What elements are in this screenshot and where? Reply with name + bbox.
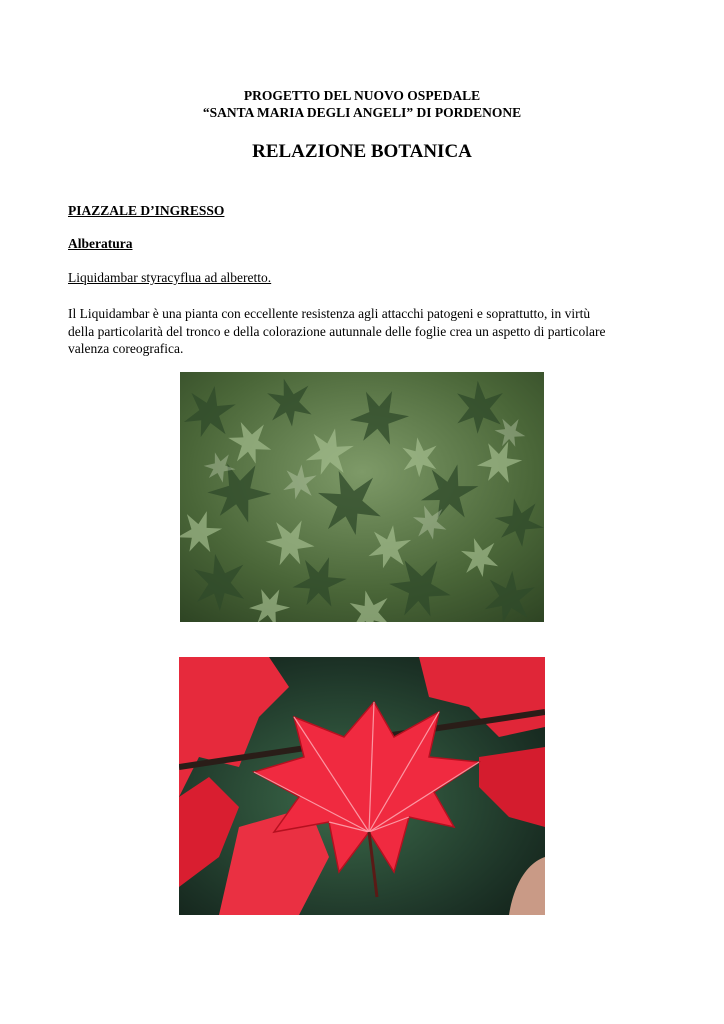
paragraph-line: Il Liquidambar è una pianta con eccellente resistenza agli attacchi patogeni e soprattutto, in virtù <box>68 306 591 321</box>
section-heading: PIAZZALE D’INGRESSO <box>68 203 225 218</box>
description-paragraph <box>68 305 668 358</box>
red-autumn-leaf-photo <box>179 657 545 915</box>
project-header-line-1: PROGETTO DEL NUOVO OSPEDALE <box>243 88 481 103</box>
paragraph-line: valenza coreografica. <box>68 341 184 356</box>
species-name: Liquidambar styracyflua ad alberetto. <box>68 270 272 285</box>
project-header-line-2: “SANTA MARIA DEGLI ANGELI” DI PORDENONE <box>202 105 522 120</box>
subsection-heading: Alberatura <box>68 236 133 251</box>
green-leaves-photo <box>180 372 544 622</box>
document-title: RELAZIONE BOTANICA <box>252 141 472 162</box>
paragraph-line: della particolarità del tronco e della colorazione autunnale delle foglie crea un aspetto di particolare <box>68 323 606 339</box>
